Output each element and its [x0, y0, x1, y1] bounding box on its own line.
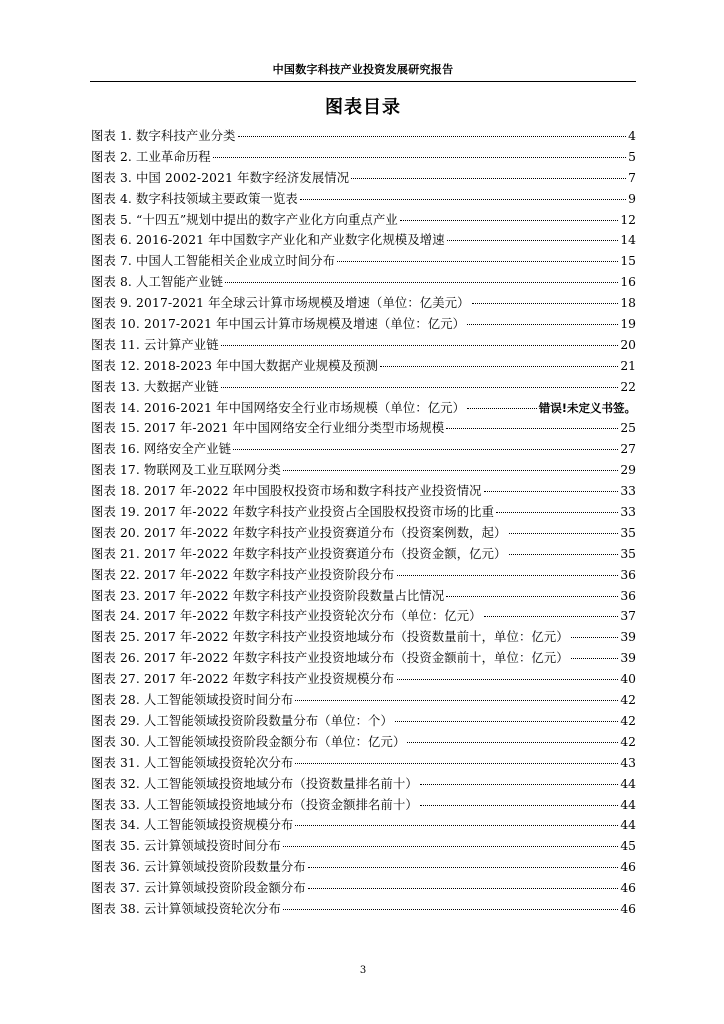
toc-entry-label: 图表 20. 2017 年-2022 年数字科技产业投资赛道分布（投资案例数，起） [91, 525, 507, 540]
toc-dot-leader [337, 260, 618, 262]
toc-entry-page: 15 [620, 254, 636, 269]
toc-entry-label: 图表 11. 云计算产业链 [91, 337, 219, 352]
toc-dot-leader [283, 908, 618, 910]
toc-entry-page: 25 [620, 421, 636, 436]
toc-dot-leader [395, 720, 618, 722]
toc-entry-label: 图表 19. 2017 年-2022 年数字科技产业投资占全国股权投资市场的比重 [91, 505, 495, 520]
toc-entry[interactable] [91, 795, 636, 816]
toc-entry-label: 图表 36. 云计算领域投资阶段数量分布 [91, 860, 306, 875]
toc-dot-leader [283, 469, 618, 471]
toc-entry[interactable] [91, 230, 636, 251]
toc-entry-page: 9 [628, 191, 636, 206]
toc-dot-leader [213, 156, 626, 158]
toc-entry-page: 45 [620, 839, 636, 854]
toc-dot-leader [446, 427, 618, 429]
toc-entry[interactable] [91, 565, 636, 586]
toc-entry-page: 36 [620, 567, 636, 582]
toc-dot-leader [400, 219, 618, 221]
toc-entry[interactable] [91, 293, 636, 314]
page-header: 中国数字科技产业投资发展研究报告 [272, 63, 454, 76]
toc-dot-leader [221, 344, 619, 346]
toc-dot-leader [300, 198, 626, 200]
toc-entry[interactable] [91, 272, 636, 293]
toc-entry[interactable] [91, 335, 636, 356]
toc-entry-label: 图表 18. 2017 年-2022 年中国股权投资市场和数字科技产业投资情况 [91, 484, 482, 499]
toc-entry-page: 16 [620, 275, 636, 290]
toc-dot-leader [238, 135, 627, 137]
toc-entry-page: 14 [620, 233, 636, 248]
toc-dot-leader [496, 511, 618, 513]
toc-entry[interactable] [91, 669, 636, 690]
toc-entry[interactable] [91, 502, 636, 523]
toc-dot-leader [233, 448, 618, 450]
toc-dot-leader [446, 595, 618, 597]
toc-entry-label: 图表 13. 大数据产业链 [91, 379, 219, 394]
toc-entry-label: 图表 28. 人工智能领域投资时间分布 [91, 693, 294, 708]
toc-dot-leader [283, 845, 618, 847]
toc-dot-leader [571, 636, 619, 638]
toc-entry[interactable] [91, 189, 636, 210]
toc-entry[interactable] [91, 878, 636, 899]
toc-entry-label: 图表 33. 人工智能领域投资地域分布（投资金额排名前十） [91, 797, 418, 812]
toc-entry-page: 44 [620, 776, 636, 791]
toc-entry[interactable] [91, 627, 636, 648]
toc-entry[interactable] [91, 753, 636, 774]
toc-dot-leader [472, 302, 619, 304]
toc-dot-leader [484, 615, 619, 617]
toc-entry[interactable] [91, 586, 636, 607]
toc-entry-label: 图表 31. 人工智能领域投资轮次分布 [91, 755, 294, 770]
toc-dot-leader [308, 866, 619, 868]
toc-entry-label: 图表 17. 物联网及工业互联网分类 [91, 463, 281, 478]
toc-entry[interactable] [91, 606, 636, 627]
toc-entry-label: 图表 30. 人工智能领域投资阶段金额分布（单位：亿元） [91, 734, 406, 749]
toc-entry[interactable] [91, 460, 636, 481]
toc-entry-label: 图表 10. 2017-2021 年中国云计算市场规模及增速（单位：亿元） [91, 317, 466, 332]
toc-entry-page: 42 [620, 693, 636, 708]
toc-entry[interactable] [91, 690, 636, 711]
toc-entry-label: 图表 35. 云计算领域投资时间分布 [91, 839, 281, 854]
toc-entry-label: 图表 8. 人工智能产业链 [91, 275, 224, 290]
toc-entry-label: 图表 21. 2017 年-2022 年数字科技产业投资赛道分布（投资金额，亿元） [91, 546, 507, 561]
toc-entry-label: 图表 15. 2017 年-2021 年中国网络安全行业细分类型市场规模 [91, 421, 445, 436]
toc-entry-label: 图表 12. 2018-2023 年中国大数据产业规模及预测 [91, 358, 378, 373]
toc-dot-leader [407, 741, 618, 743]
toc-entry-page: 42 [620, 713, 636, 728]
toc-entry-page: 21 [620, 358, 636, 373]
toc-entry-page: 33 [620, 484, 636, 499]
toc-entry-label: 图表 26. 2017 年-2022 年数字科技产业投资地域分布（投资金额前十，单位：亿元） [91, 651, 569, 666]
toc-entry-page: 44 [620, 818, 636, 833]
toc-dot-leader [447, 239, 619, 241]
toc-entry-label: 图表 7. 中国人工智能相关企业成立时间分布 [91, 254, 336, 269]
toc-entry-page: 35 [620, 525, 636, 540]
toc-entry[interactable] [91, 544, 636, 565]
toc-entry-label: 图表 27. 2017 年-2022 年数字科技产业投资规模分布 [91, 672, 395, 687]
toc-dot-leader [467, 323, 618, 325]
toc-entry-label: 图表 9. 2017-2021 年全球云计算市场规模及增速（单位：亿美元） [91, 296, 470, 311]
toc-entry-label: 图表 14. 2016-2021 年中国网络安全行业市场规模（单位：亿元） [91, 400, 466, 415]
toc-entry-label: 图表 24. 2017 年-2022 年数字科技产业投资轮次分布（单位：亿元） [91, 609, 482, 624]
toc-entry-page: 4 [628, 129, 636, 143]
toc-entry-page: 7 [628, 170, 636, 185]
toc-entry-page: 27 [620, 442, 636, 457]
toc-dot-leader [420, 804, 618, 806]
toc-entry[interactable] [91, 774, 636, 795]
toc-entry-label: 图表 3. 中国 2002-2021 年数字经济发展情况 [91, 170, 350, 185]
toc-entry-page: 33 [620, 505, 636, 520]
toc-entry-label: 图表 32. 人工智能领域投资地域分布（投资数量排名前十） [91, 776, 418, 791]
toc-entry[interactable] [91, 126, 636, 147]
toc-entry-label: 图表 6. 2016-2021 年中国数字产业化和产业数字化规模及增速 [91, 233, 445, 248]
toc-entry-label: 图表 16. 网络安全产业链 [91, 442, 232, 457]
toc-entry-page: 19 [620, 317, 636, 332]
toc-entry-page: 29 [620, 463, 636, 478]
toc-entry-page: 46 [620, 901, 636, 916]
toc-entry-page: 39 [620, 630, 636, 645]
toc-entry[interactable] [91, 815, 636, 836]
toc-entry-label: 图表 23. 2017 年-2022 年数字科技产业投资阶段数量占比情况 [91, 588, 445, 603]
toc-entry[interactable] [91, 398, 636, 419]
toc-entry[interactable] [91, 857, 636, 878]
toc-entry[interactable] [91, 168, 636, 189]
toc-dot-leader [509, 532, 619, 534]
toc-entry-label: 图表 1. 数字科技产业分类 [91, 129, 236, 143]
toc-entry-label: 图表 38. 云计算领域投资轮次分布 [91, 901, 281, 916]
toc-entry[interactable] [91, 314, 636, 335]
toc-dot-leader [420, 783, 618, 785]
toc-entry-page: 36 [620, 588, 636, 603]
toc-entry[interactable] [91, 251, 636, 272]
toc-entry-page: 44 [620, 797, 636, 812]
toc-entry-label: 图表 34. 人工智能领域投资规模分布 [91, 818, 294, 833]
toc-entry-page: 22 [620, 379, 636, 394]
toc-entry[interactable] [91, 836, 636, 857]
toc-entry[interactable] [91, 356, 636, 377]
toc-dot-leader [351, 177, 626, 179]
toc-dot-leader [509, 553, 619, 555]
toc-dot-leader [571, 657, 619, 659]
toc-entry-page: 46 [620, 881, 636, 896]
toc-entry[interactable] [91, 899, 636, 920]
toc-entry-page: 35 [620, 546, 636, 561]
toc-entry[interactable] [91, 648, 636, 669]
toc-entry-page: 42 [620, 734, 636, 749]
toc-entry-label: 图表 5. “十四五”规划中提出的数字产业化方向重点产业 [91, 212, 398, 227]
toc-list [91, 126, 636, 920]
toc-entry-label: 图表 25. 2017 年-2022 年数字科技产业投资地域分布（投资数量前十，单位：亿元） [91, 630, 569, 645]
toc-entry[interactable] [91, 147, 636, 168]
toc-entry-page: 37 [620, 609, 636, 624]
toc-entry-page: 18 [620, 296, 636, 311]
header-rule [90, 81, 636, 82]
toc-entry-page: 39 [620, 651, 636, 666]
toc-entry-page: 5 [628, 149, 636, 164]
toc-entry-page: 12 [620, 212, 636, 227]
toc-entry[interactable] [91, 732, 636, 753]
toc-dot-leader [308, 887, 619, 889]
toc-dot-leader [380, 365, 618, 367]
toc-dot-leader [295, 699, 618, 701]
toc-entry-label: 图表 37. 云计算领域投资阶段金额分布 [91, 881, 306, 896]
toc-dot-leader [225, 281, 618, 283]
toc-entry-page: 46 [620, 860, 636, 875]
toc-entry[interactable] [91, 523, 636, 544]
toc-entry-label: 图表 22. 2017 年-2022 年数字科技产业投资阶段分布 [91, 567, 395, 582]
toc-entry-label: 图表 29. 人工智能领域投资阶段数量分布（单位：个） [91, 713, 393, 728]
toc-entry[interactable] [91, 711, 636, 732]
toc-entry[interactable] [91, 481, 636, 502]
toc-entry-label: 图表 2. 工业革命历程 [91, 149, 211, 164]
toc-dot-leader [397, 678, 619, 680]
toc-entry-page: 40 [620, 672, 636, 687]
toc-entry-label: 图表 4. 数字科技领域主要政策一览表 [91, 191, 298, 206]
toc-dot-leader [467, 407, 537, 409]
toc-dot-leader [221, 386, 619, 388]
toc-title: 图表目录 [325, 97, 401, 118]
toc-entry[interactable] [91, 210, 636, 231]
toc-entry-error: 错误!未定义书签。 [538, 400, 636, 415]
toc-entry[interactable] [91, 377, 636, 398]
toc-entry-page: 43 [620, 755, 636, 770]
toc-dot-leader [484, 490, 619, 492]
page-number: 3 [359, 965, 367, 976]
toc-entry-page: 20 [620, 337, 636, 352]
toc-entry[interactable] [91, 439, 636, 460]
toc-entry[interactable] [91, 418, 636, 439]
toc-dot-leader [397, 574, 619, 576]
toc-dot-leader [295, 762, 618, 764]
toc-dot-leader [295, 824, 618, 826]
